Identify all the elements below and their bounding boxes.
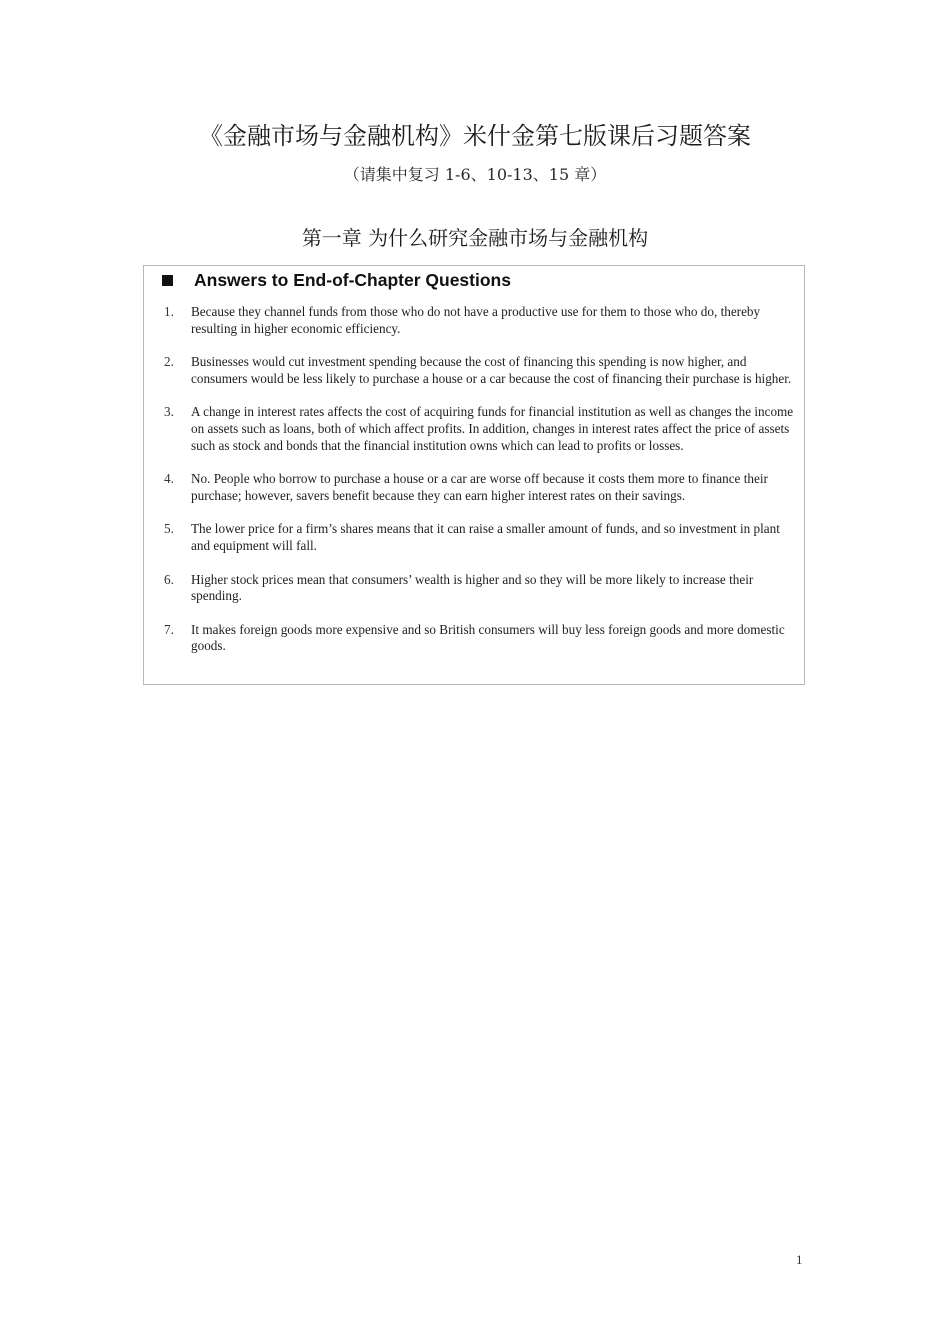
answer-text: Higher stock prices mean that consumers’ wealth is higher and so they will be more likely to increase their spending. (191, 571, 754, 604)
answer-item (164, 304, 798, 337)
answer-text: A change in interest rates affects the cost of acquiring funds for financial institution as well as changes the income on assets such as loans, both of which affect profits. In addition, changes in interest rates affect the price of assets such as stock and bonds that the financial institution owns which can lead to profits or losses. (191, 404, 794, 453)
answer-item (164, 521, 798, 554)
answer-number: 6. (164, 571, 174, 587)
answer-number: 2. (164, 354, 174, 370)
answer-number: 1. (164, 304, 174, 319)
answer-item (164, 354, 798, 387)
answer-number: 5. (164, 521, 174, 537)
scanned-answers-image (143, 265, 805, 685)
answer-text: It makes foreign goods more expensive and so British consumers will buy less foreign goods and more domestic goods. (191, 621, 785, 654)
answer-number: 7. (164, 621, 174, 637)
answer-item (164, 404, 798, 454)
answer-item (164, 572, 798, 605)
answer-item (164, 622, 798, 655)
scan-heading: Answers to End-of-Chapter Questions (194, 270, 511, 290)
page-number: 1 (796, 1252, 803, 1267)
document-subtitle: （请集中复习 1-6、10-13、15 章） (343, 165, 607, 184)
answer-item (164, 471, 798, 504)
answer-number: 4. (164, 471, 174, 487)
answer-text: The lower price for a firm’s shares means that it can raise a smaller amount of funds, and so investment in plant and equipment will fall. (191, 521, 780, 553)
chapter-heading: 第一章 为什么研究金融市场与金融机构 (301, 226, 649, 250)
answer-text: Businesses would cut investment spending because the cost of financing this spending is now higher, and consumers would be less likely to purchase a house or a car because the cost of financing their purchase is higher. (191, 354, 792, 386)
answer-number: 3. (164, 404, 174, 420)
answer-text: No. People who borrow to purchase a house or a car are worse off because it costs them more to finance their purchase; however, savers benefit because they can earn higher interest rates on their savings. (191, 471, 768, 503)
document-title: 《金融市场与金融机构》米什金第七版课后习题答案 (199, 122, 751, 150)
black-square-bullet-icon (162, 275, 173, 286)
answers-list (164, 304, 798, 672)
answer-text: Because they channel funds from those who do not have a productive use for them to those who do, thereby resulting in higher economic efficiency. (191, 304, 761, 336)
scan-header (162, 270, 511, 291)
